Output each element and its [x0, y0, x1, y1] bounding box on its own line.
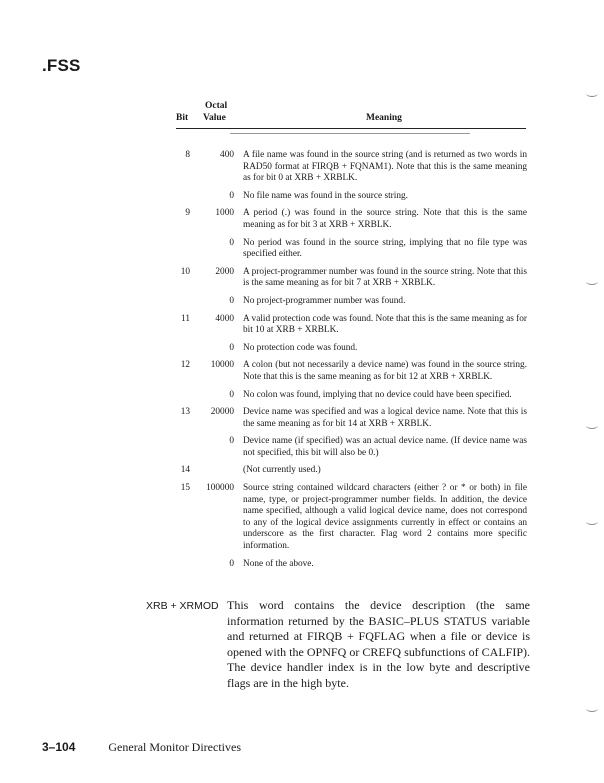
octal-value-cell: 0	[229, 190, 234, 201]
table-row	[0, 296, 604, 308]
table-header-rule-faint	[230, 133, 470, 134]
table-row	[0, 267, 604, 290]
meaning-cell: Device name (if specified) was an actual device name. (If device name was not specified, this bit will also be 0.)	[243, 436, 527, 458]
page-number: 3–104	[42, 740, 76, 754]
margin-mark	[586, 518, 598, 525]
xrmod-entry	[146, 598, 530, 691]
header-meaning: Meaning	[366, 113, 402, 123]
octal-value-cell: 1000	[215, 208, 234, 219]
meaning-cell: A colon (but not necessarily a device name) was found in the source string. Note that this is the same meaning as for bit 12 at XRB + XRBLK.	[243, 360, 527, 382]
octal-value-cell: 0	[229, 237, 234, 248]
meaning-cell: A file name was found in the source string (and is returned as two words in RAD50 format at FIRQB + FQNAM1). Note that this is the same meaning as for bit 0 at XRB + XRBLK.	[243, 150, 527, 184]
octal-value-cell: 0	[229, 295, 234, 306]
table-row	[0, 465, 604, 477]
table-row	[0, 407, 604, 430]
meaning-cell: A period (.) was found in the source string. Note that this is the same meaning as for bit 3 at XRB + XRBLK.	[243, 208, 527, 230]
octal-value-cell: 0	[229, 436, 234, 447]
table-row	[0, 360, 604, 383]
meaning-cell: Source string contained wildcard characters (either ? or * or both) in file name, type, or project-programmer number fields. In addition, the device name specified, although a valid logical device name, does not correspond to any of the logical device assignments currently in effect or contains an underscore as the first character. Flag word 2 contains more specific information.	[243, 483, 527, 552]
bit-cell: 15	[180, 483, 190, 494]
page-footer	[42, 740, 241, 755]
octal-value-cell: 4000	[215, 313, 234, 324]
margin-mark	[586, 278, 598, 285]
margin-mark	[586, 422, 598, 429]
table-row	[0, 208, 604, 231]
meaning-cell: None of the above.	[243, 558, 314, 569]
section-title: .FSS	[42, 56, 81, 75]
margin-mark	[586, 90, 598, 97]
bit-cell: 11	[181, 313, 190, 324]
meaning-cell: (Not currently used.)	[243, 465, 321, 476]
octal-value-cell: 0	[229, 342, 234, 353]
meaning-cell: No colon was found, implying that no device could have been specified.	[243, 389, 512, 400]
entry-name: XRB + XRMOD	[146, 600, 219, 612]
bit-cell: 10	[180, 266, 190, 277]
table-row	[0, 150, 604, 185]
meaning-cell: A project-programmer number was found in the source string. Note that this is the same meaning as for bit 7 at XRB + XRBLK.	[243, 266, 527, 289]
table-row	[0, 314, 604, 337]
bit-table	[0, 150, 604, 576]
header-octal: Octal	[205, 101, 228, 111]
header-value: Value	[203, 113, 226, 123]
chapter-title: General Monitor Directives	[108, 740, 241, 754]
octal-value-cell: 20000	[210, 407, 234, 418]
bit-cell: 9	[185, 208, 190, 219]
table-row	[0, 191, 604, 203]
meaning-cell: No period was found in the source string, implying that no file type was specified either.	[243, 237, 527, 260]
meaning-cell: No file name was found in the source string.	[243, 190, 408, 201]
bit-cell: 13	[180, 407, 190, 418]
table-row	[0, 483, 604, 553]
bit-cell: 14	[180, 465, 190, 476]
header-bit: Bit	[176, 113, 189, 123]
table-row	[0, 559, 604, 571]
meaning-cell: No project-programmer number was found.	[243, 295, 406, 306]
octal-value-cell: 100000	[206, 483, 234, 494]
bit-cell: 12	[180, 360, 190, 371]
table-header-rule	[176, 128, 526, 129]
octal-value-cell: 0	[229, 558, 234, 569]
octal-value-cell: 400	[220, 150, 234, 160]
meaning-cell: No protection code was found.	[243, 342, 358, 353]
bit-cell: 8	[185, 150, 190, 160]
table-row	[0, 238, 604, 261]
octal-value-cell: 2000	[215, 266, 234, 277]
entry-description: This word contains the device description (the same information returned by the BASIC–PLUS STATUS variable and returned at FIRQB + FQFLAG when a file or device is opened with the OPNFQ or CREFQ subfunctions of CALFIP). The device handler index is in the low byte and descriptive flags are in the high byte.	[227, 598, 530, 690]
octal-value-cell: 0	[229, 389, 234, 400]
meaning-cell: A valid protection code was found. Note that this is the same meaning as for bit 10 at XRB + XRBLK.	[243, 313, 527, 336]
octal-value-cell: 10000	[210, 360, 234, 371]
table-row	[0, 390, 604, 402]
table-row	[0, 436, 604, 459]
margin-mark	[586, 705, 598, 712]
meaning-cell: Device name was specified and was a logical device name. Note that this is the same meaning as for bit 14 at XRB + XRBLK.	[243, 407, 527, 429]
table-row	[0, 343, 604, 355]
